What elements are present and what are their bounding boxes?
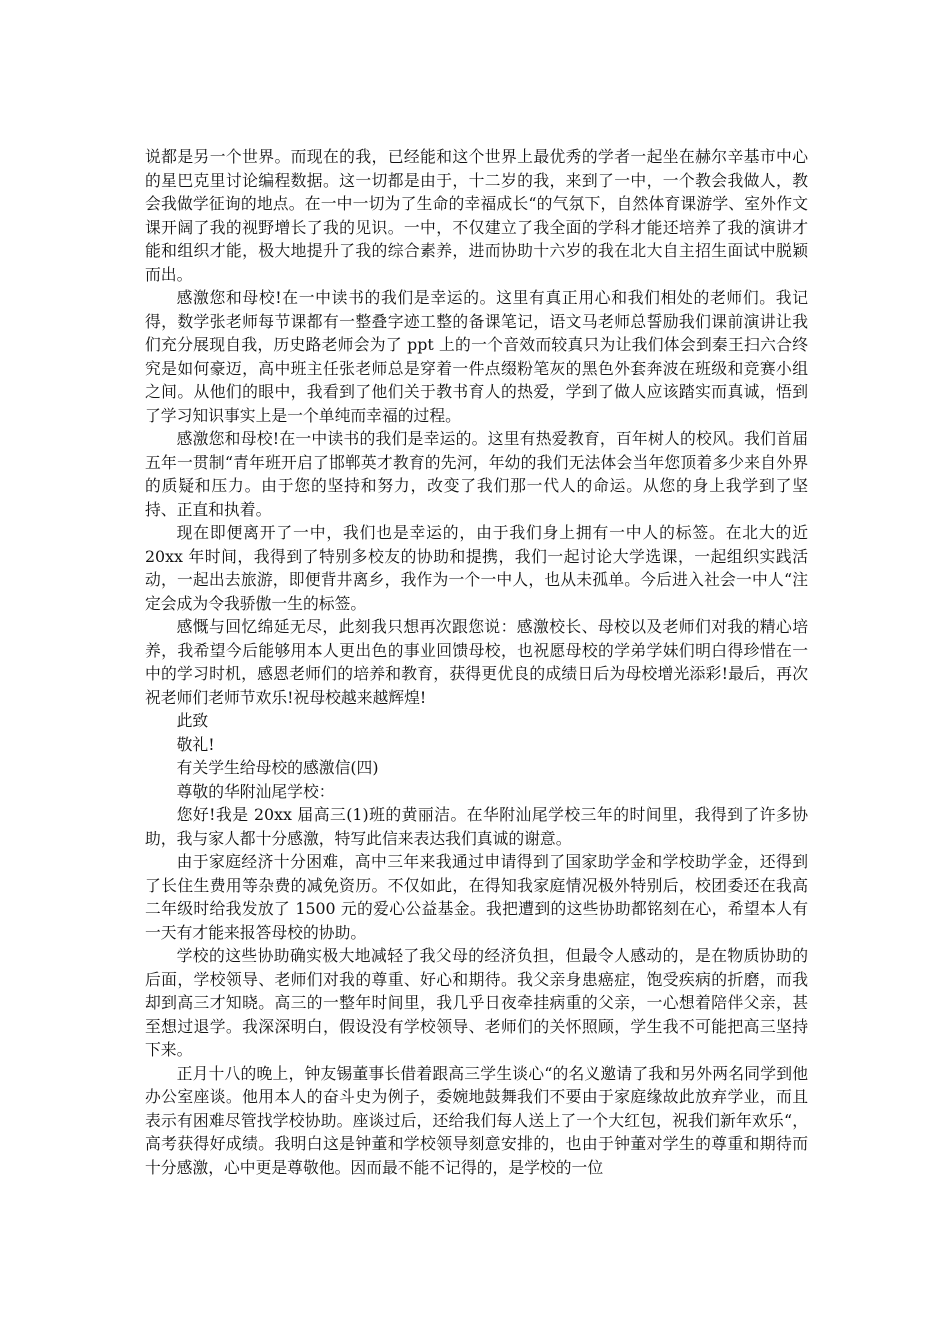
- section-title: 有关学生给母校的感激信(四): [176, 758, 379, 777]
- paragraph: 您好!我是 20xx 届高三(1)班的黄丽洁。在华附汕尾学校三年的时间里，我得到了许多协助，我与家人都十分感激，特写此信来表达我们真诚的谢意。: [145, 805, 808, 848]
- paragraph: 感慨与回忆绵延无尽，此刻我只想再次跟您说：感激校长、母校以及老师们对我的精心培养，我希望今后能够用本人更出色的事业回馈母校，也祝愿母校的学弟学妹们明白得珍惜在一中的学习时机，感恩老师们的培养和教育，获得更优良的成绩日后为母校增光添彩!最后，再次祝老师们老师节欢乐!祝母校越来越辉煌!: [145, 617, 808, 707]
- closing-salutation: 此致: [176, 711, 209, 730]
- paragraph: 感激您和母校!在一中读书的我们是幸运的。这里有真正用心和我们相处的老师们。我记得，数学张老师每节课都有一整叠字迹工整的备课笔记，语文马老师总誓励我们课前演讲让我们充分展现自我，历史路老师会为了 ppt 上的一个音效而较真只为让我们体会到秦王扫六合终究是如何豪迈，高中班主任张老师总是穿着一件点缀粉笔灰的黑色外套奔波在班级和竞赛小组之间。从他们的眼中，我看到了他们关于教书育人的热爱，学到了做人应该踏实而真诚，悟到了学习知识事实上是一个单纯而幸福的过程。: [145, 288, 808, 425]
- paragraph: 学校的这些协助确实极大地减轻了我父母的经济负担，但最令人感动的，是在物质协助的后面，学校领导、老师们对我的尊重、好心和期待。我父亲身患癌症，饱受疾病的折磨，而我却到高三才知晓。高三的一整年时间里，我几乎日夜牵挂病重的父亲，一心想着陪伴父亲，甚至想过退学。我深深明白，假设没有学校领导、老师们的关怀照顾，学生我不可能把高三坚持下来。: [145, 946, 808, 1059]
- document-page: [145, 145, 808, 1179]
- paragraph: 正月十八的晚上，钟友锡董事长借着跟高三学生谈心“的名义邀请了我和另外两名同学到他办公室座谈。他用本人的奋斗史为例子，委婉地鼓舞我们不要由于家庭缘故此放弃学业，而且表示有困难尽管找学校协助。座谈过后，还给我们每人送上了一个大红包，祝我们新年欢乐“，高考获得好成绩。我明白这是钟董和学校领导刻意安排的，也由于钟董对学生的尊重和期待而十分感激，心中更是尊敬他。因而最不能不记得的，是学校的一位: [145, 1063, 808, 1177]
- letter-greeting: 尊敬的华附汕尾学校：: [176, 781, 335, 801]
- paragraph: 由于家庭经济十分困难，高中三年来我通过申请得到了国家助学金和学校助学金，还得到了长住生费用等杂费的减免资历。不仅如此，在得知我家庭情况极外特别后，校团委还在我高二年级时给我发放了 1500 元的爱心公益基金。我把遭到的这些协助都铭刻在心，希望本人有一天有才能来报答母校的协助。: [145, 852, 808, 942]
- paragraph: 说都是另一个世界。而现在的我，已经能和这个世界上最优秀的学者一起坐在赫尔辛基市中心的星巴克里讨论编程数据。这一切都是由于，十二岁的我，来到了一中，一个教会我做人，教会我做学征询的地点。在一中一切为了生命的幸福成长“的气氛下，自然体育课游学、室外作文课开阔了我的视野增长了我的见识。一中，不仅建立了我全面的学科才能还培养了我的演讲才能和组织才能，极大地提升了我的综合素养，进而协助十六岁的我在北大自主招生面试中脱颖而出。: [145, 147, 808, 284]
- paragraph: 现在即便离开了一中，我们也是幸运的，由于我们身上拥有一中人的标签。在北大的近 20xx 年时间，我得到了特别多校友的协助和提携，我们一起讨论大学选课，一起组织实践活动，一起出去旅游，即便背井离乡，我作为一个一中人，也从未孤单。今后进入社会一中人“注定会成为令我骄傲一生的标签。: [145, 523, 808, 613]
- closing-regards: 敬礼!: [176, 734, 215, 754]
- paragraph: 感激您和母校!在一中读书的我们是幸运的。这里有热爱教育，百年树人的校风。我们首届五年一贯制“青年班开启了邯郸英才教育的先河，年幼的我们无法体会当年您顶着多少来自外界的质疑和压力。由于您的坚持和努力，改变了我们那一代人的命运。从您的身上我学到了坚持、正直和执着。: [145, 429, 808, 519]
